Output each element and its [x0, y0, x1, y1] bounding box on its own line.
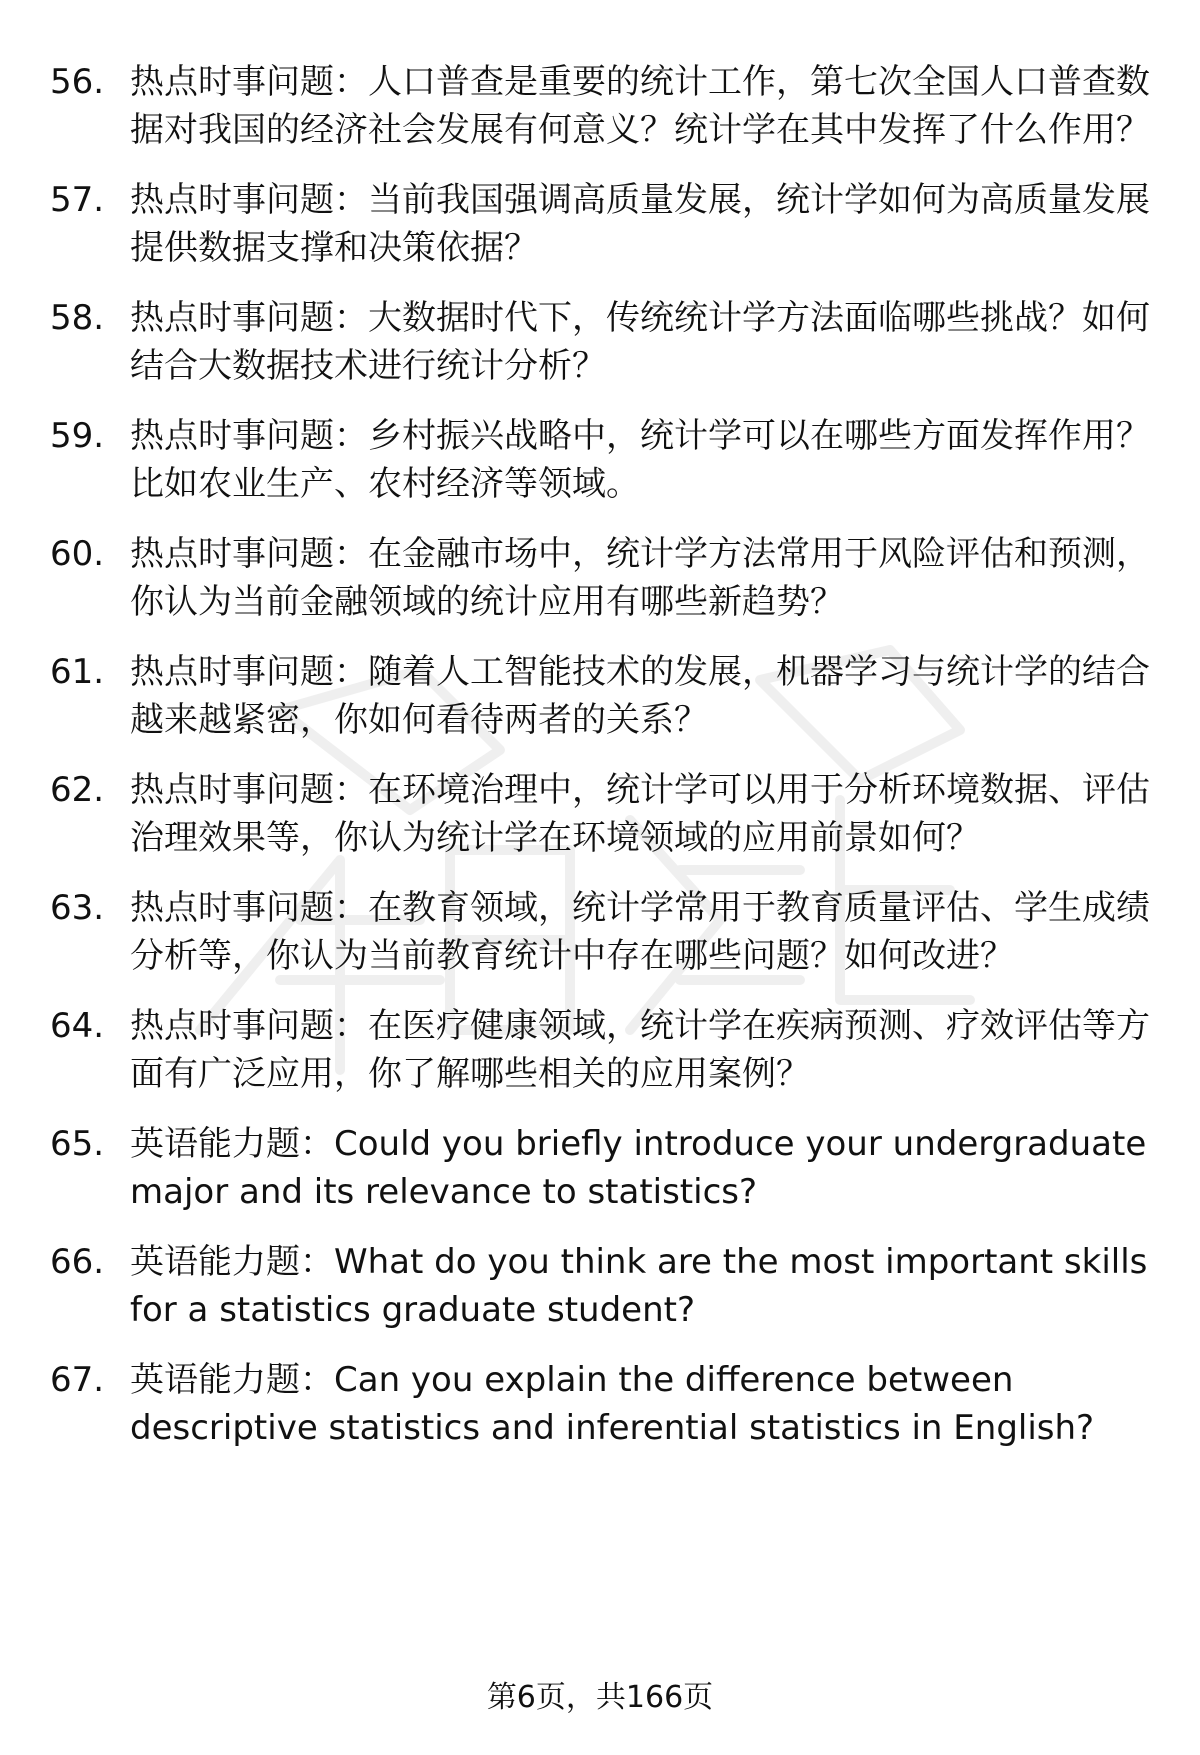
question-text: 热点时事问题：当前我国强调高质量发展，统计学如何为高质量发展提供数据支撑和决策依据？ [130, 180, 1150, 268]
question-text: 热点时事问题：在环境治理中，统计学可以用于分析环境数据、评估治理效果等，你认为统计学在环境领域的应用前景如何？ [130, 770, 1150, 858]
question-number: 58. [50, 298, 105, 338]
question-text: 热点时事问题：乡村振兴战略中，统计学可以在哪些方面发挥作用？比如农业生产、农村经济等领域。 [130, 416, 1150, 504]
question-number: 67. [50, 1360, 105, 1400]
question-number: 66. [50, 1242, 105, 1282]
question-text: 英语能力题：Can you explain the difference between descriptive statistics and inferential statistics in English? [130, 1360, 1095, 1448]
question-number: 56. [50, 62, 105, 102]
page-footer: 第6页，共166页 [486, 1680, 714, 1715]
question-number: 61. [50, 652, 105, 692]
question-number: 59. [50, 416, 105, 456]
question-number: 65. [50, 1124, 105, 1164]
question-item [50, 884, 1150, 980]
question-text: 热点时事问题：在教育领域，统计学常用于教育质量评估、学生成绩分析等，你认为当前教育统计中存在哪些问题？如何改进？ [130, 888, 1150, 976]
question-item [50, 176, 1150, 272]
question-number: 57. [50, 180, 105, 220]
question-number: 63. [50, 888, 105, 928]
question-text: 热点时事问题：人口普查是重要的统计工作，第七次全国人口普查数据对我国的经济社会发展有何意义？统计学在其中发挥了什么作用？ [130, 62, 1150, 150]
question-text: 热点时事问题：在金融市场中，统计学方法常用于风险评估和预测，你认为当前金融领域的统计应用有哪些新趋势？ [130, 534, 1150, 622]
question-item [50, 294, 1150, 390]
question-item [50, 1120, 1150, 1216]
question-item [50, 1238, 1150, 1334]
question-text: 英语能力题：Could you briefly introduce your undergraduate major and its relevance to statistics? [130, 1124, 1147, 1212]
question-number: 62. [50, 770, 105, 810]
question-text: 热点时事问题：随着人工智能技术的发展，机器学习与统计学的结合越来越紧密，你如何看待两者的关系？ [130, 652, 1150, 740]
question-item [50, 530, 1150, 626]
question-number: 64. [50, 1006, 105, 1046]
question-text: 热点时事问题：在医疗健康领域，统计学在疾病预测、疗效评估等方面有广泛应用，你了解哪些相关的应用案例？ [130, 1006, 1150, 1094]
question-text: 英语能力题：What do you think are the most important skills for a statistics graduate student? [130, 1242, 1148, 1330]
question-item [50, 412, 1150, 508]
question-text: 热点时事问题：大数据时代下，传统统计学方法面临哪些挑战？如何结合大数据技术进行统计分析？ [130, 298, 1150, 386]
question-list [50, 58, 1150, 1452]
question-item [50, 1356, 1150, 1452]
question-item [50, 58, 1150, 154]
question-item [50, 766, 1150, 862]
question-number: 60. [50, 534, 105, 574]
question-item [50, 648, 1150, 744]
question-item [50, 1002, 1150, 1098]
